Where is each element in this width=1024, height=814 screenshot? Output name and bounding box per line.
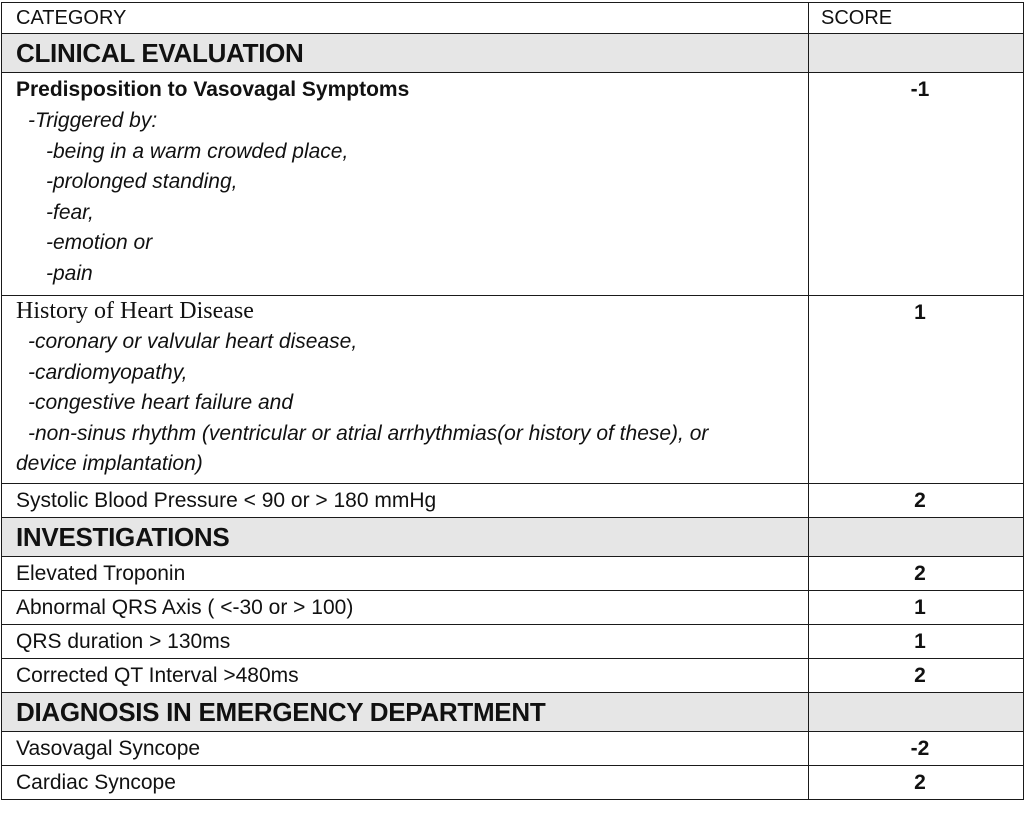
category-header: CATEGORY	[2, 3, 809, 34]
score-value: 2	[809, 484, 1024, 518]
list-item: -pain	[46, 261, 93, 285]
section-score-empty	[809, 693, 1024, 732]
list-item: -non-sinus rhythm (ventricular or atrial arrhythmias(or history of these), or	[28, 421, 709, 445]
list-item: -fear,	[46, 200, 94, 224]
table-row-heart-disease	[2, 296, 1024, 484]
section-title-clinical: CLINICAL EVALUATION	[2, 34, 809, 73]
score-cell	[809, 73, 1024, 296]
list-item: -cardiomyopathy,	[28, 360, 188, 384]
row-title: History of Heart Disease	[16, 298, 254, 324]
score-value: -2	[809, 732, 1024, 766]
category-cell	[2, 73, 809, 296]
list-item: device implantation)	[16, 452, 203, 475]
category-cell: Corrected QT Interval >480ms	[2, 659, 809, 693]
table-row-cardiac-syncope	[2, 766, 1024, 800]
score-value: 2	[809, 659, 1024, 693]
category-cell: QRS duration > 130ms	[2, 625, 809, 659]
score-cell	[809, 296, 1024, 484]
list-item: -being in a warm crowded place,	[46, 139, 349, 163]
category-cell: Vasovagal Syncope	[2, 732, 809, 766]
section-score-empty	[809, 34, 1024, 73]
score-value: 1	[809, 591, 1024, 625]
section-score-empty	[809, 518, 1024, 557]
section-row-investigations	[2, 518, 1024, 557]
category-cell: Systolic Blood Pressure < 90 or > 180 mmHg	[2, 484, 809, 518]
list-item: -congestive heart failure and	[28, 391, 293, 414]
section-row-diagnosis	[2, 693, 1024, 732]
table-row-vasovagal-syncope	[2, 732, 1024, 766]
section-title-diagnosis: DIAGNOSIS IN EMERGENCY DEPARTMENT	[2, 693, 809, 732]
table-row-vasovagal-predisposition	[2, 73, 1024, 296]
section-row-clinical	[2, 34, 1024, 73]
category-cell: Cardiac Syncope	[2, 766, 809, 800]
score-value: 2	[809, 766, 1024, 800]
triggered-label: -Triggered by:	[28, 109, 158, 132]
category-cell: Elevated Troponin	[2, 557, 809, 591]
category-cell	[2, 296, 809, 484]
category-cell: Abnormal QRS Axis ( <-30 or > 100)	[2, 591, 809, 625]
list-item: -emotion or	[46, 231, 153, 254]
header-row	[2, 3, 1024, 34]
score-value: 1	[809, 625, 1024, 659]
table-row-troponin	[2, 557, 1024, 591]
table-row-qrs-duration	[2, 625, 1024, 659]
row-title: Predisposition to Vasovagal Symptoms	[16, 78, 410, 101]
list-item: -coronary or valvular heart disease,	[28, 330, 358, 353]
score-table	[1, 2, 1024, 800]
score-value: -1	[910, 78, 930, 101]
list-item: -prolonged standing,	[46, 170, 238, 193]
table-row-qrs-axis	[2, 591, 1024, 625]
section-title-investigations: INVESTIGATIONS	[2, 518, 809, 557]
score-header: SCORE	[809, 3, 1024, 34]
table-row-qt-interval	[2, 659, 1024, 693]
score-value: 2	[809, 557, 1024, 591]
table-row-systolic	[2, 484, 1024, 518]
score-value: 1	[914, 301, 926, 324]
